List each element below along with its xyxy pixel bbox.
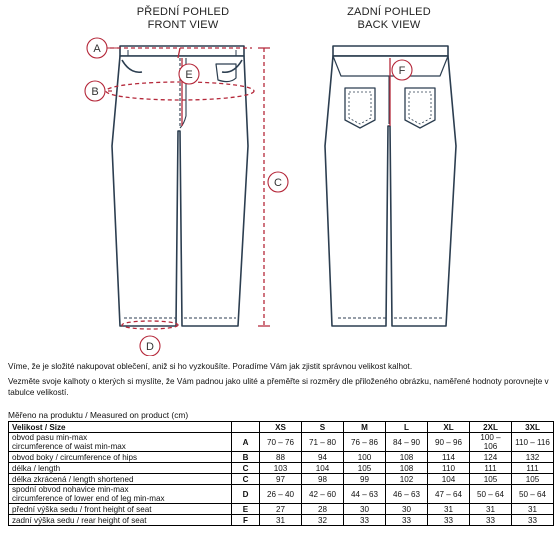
cell-value: 98 — [302, 474, 344, 485]
cell-value: 32 — [302, 515, 344, 526]
row-label: přední výška sedu / front height of seat — [9, 504, 232, 515]
table-row-waist — [9, 433, 554, 452]
row-label: délka zkrácená / length shortened — [9, 474, 232, 485]
intro-note: Víme, že je složité nakupovat oblečení, aniž si ho vyzkoušíte. Poradíme Vám jak zjistit správnou velikost kalhot. — [8, 362, 413, 371]
instruction-note: Vezměte svoje kalhoty o kterých si myslíte, že Vám padnou jako ulité a přeměřte si rozměry dle přiloženého obrázku, naměřené hodnoty porovnejte v tabulce velikostí. — [8, 377, 549, 397]
table-row-rear-seat — [9, 515, 554, 526]
cell-value: 102 — [386, 474, 428, 485]
cell-value: 42 – 60 — [302, 485, 344, 504]
cell-value: 33 — [344, 515, 386, 526]
row-code: A — [232, 433, 260, 452]
cell-value: 105 — [344, 463, 386, 474]
cell-value: 84 – 90 — [386, 433, 428, 452]
header-size-label: Velikost / Size — [9, 422, 232, 433]
row-code: E — [232, 504, 260, 515]
cell-value: 70 – 76 — [260, 433, 302, 452]
cell-value: 111 — [470, 463, 512, 474]
header-size-m: M — [344, 422, 386, 433]
cell-value: 103 — [260, 463, 302, 474]
cell-value: 100 — [344, 452, 386, 463]
marker-d — [140, 336, 160, 356]
row-code: D — [232, 485, 260, 504]
cell-value: 33 — [512, 515, 554, 526]
size-table-header-row — [9, 422, 554, 433]
cell-value: 50 – 64 — [512, 485, 554, 504]
marker-d-label: D — [146, 341, 154, 353]
cell-value: 31 — [260, 515, 302, 526]
cell-value: 76 – 86 — [344, 433, 386, 452]
cell-value: 31 — [470, 504, 512, 515]
cell-value: 105 — [470, 474, 512, 485]
front-view-title — [118, 6, 248, 32]
cell-value: 30 — [386, 504, 428, 515]
row-code: C — [232, 474, 260, 485]
cell-value: 99 — [344, 474, 386, 485]
row-code: F — [232, 515, 260, 526]
cell-value: 104 — [302, 463, 344, 474]
size-table — [8, 421, 554, 526]
front-view-title-en: FRONT VIEW — [147, 19, 219, 31]
cell-value: 30 — [344, 504, 386, 515]
row-label: spodní obvod nohavice min-max circumference of lower end of leg min-max — [9, 485, 232, 504]
trousers-measurement-diagram — [0, 36, 560, 356]
marker-e-label: E — [185, 69, 193, 81]
row-label: obvod pasu min-max circumference of waist min-max — [9, 433, 232, 452]
table-row-hips — [9, 452, 554, 463]
cell-value: 31 — [428, 504, 470, 515]
header-size-s: S — [302, 422, 344, 433]
cell-value: 71 – 80 — [302, 433, 344, 452]
cell-value: 132 — [512, 452, 554, 463]
cell-value: 100 – 106 — [470, 433, 512, 452]
measured-caption: Měřeno na produktu / Measured on product (cm) — [8, 410, 189, 420]
marker-c-label: C — [274, 177, 282, 189]
row-label: zadní výška sedu / rear height of seat — [9, 515, 232, 526]
back-view-title-en: BACK VIEW — [357, 19, 421, 31]
marker-f-label: F — [398, 65, 406, 77]
cell-value: 114 — [428, 452, 470, 463]
front-view-title-cz: PŘEDNÍ POHLED — [136, 6, 230, 18]
cell-value: 124 — [470, 452, 512, 463]
marker-a — [87, 38, 120, 58]
cell-value: 90 – 96 — [428, 433, 470, 452]
row-label: obvod boky / circumference of hips — [9, 452, 232, 463]
cell-value: 97 — [260, 474, 302, 485]
row-code: C — [232, 463, 260, 474]
marker-b — [85, 81, 105, 101]
marker-e — [179, 64, 199, 84]
cell-value: 28 — [302, 504, 344, 515]
back-view-title — [324, 6, 454, 32]
cell-value: 47 – 64 — [428, 485, 470, 504]
cell-value: 108 — [386, 463, 428, 474]
marker-c — [268, 172, 288, 192]
header-size-xs: XS — [260, 422, 302, 433]
marker-f — [392, 60, 412, 80]
table-row-length — [9, 463, 554, 474]
cell-value: 111 — [512, 463, 554, 474]
row-label: délka / length — [9, 463, 232, 474]
back-view-title-cz: ZADNÍ POHLED — [347, 6, 431, 18]
cell-value: 88 — [260, 452, 302, 463]
cell-value: 110 — [428, 463, 470, 474]
cell-value: 33 — [386, 515, 428, 526]
front-trousers-illustration — [112, 46, 248, 326]
cell-value: 110 – 116 — [512, 433, 554, 452]
row-code: B — [232, 452, 260, 463]
header-code — [232, 422, 260, 433]
cell-value: 105 — [512, 474, 554, 485]
cell-value: 26 – 40 — [260, 485, 302, 504]
header-size-3xl: 3XL — [512, 422, 554, 433]
cell-value: 27 — [260, 504, 302, 515]
cell-value: 104 — [428, 474, 470, 485]
header-size-xl: XL — [428, 422, 470, 433]
table-row-length-shortened — [9, 474, 554, 485]
header-size-2xl: 2XL — [470, 422, 512, 433]
cell-value: 33 — [428, 515, 470, 526]
table-row-leg-opening — [9, 485, 554, 504]
cell-value: 94 — [302, 452, 344, 463]
table-row-front-seat — [9, 504, 554, 515]
cell-value: 46 – 63 — [386, 485, 428, 504]
cell-value: 31 — [512, 504, 554, 515]
cell-value: 108 — [386, 452, 428, 463]
cell-value: 44 – 63 — [344, 485, 386, 504]
cell-value: 50 – 64 — [470, 485, 512, 504]
cell-value: 33 — [470, 515, 512, 526]
marker-b-label: B — [91, 86, 99, 98]
header-size-l: L — [386, 422, 428, 433]
marker-a-label: A — [93, 43, 101, 55]
